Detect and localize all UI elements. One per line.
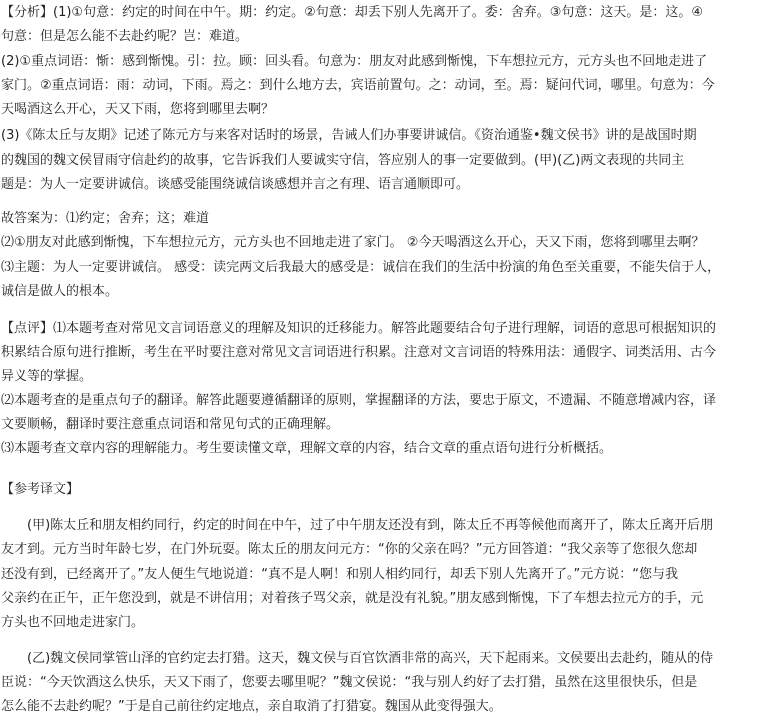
review-line-6: ⑶本题考查文章内容的理解能力。考生要读懂文章，理解文章的内容，结合文章的重点语句进行分析概括。 bbox=[1, 441, 613, 456]
analysis-line-1: 【分析】(1)①句意：约定的时间在中午。期：约定。②句意：却丢下别人先离开了。委：舍弃。③句意：这天。是：这。④ bbox=[1, 5, 704, 20]
translation-para1-line-1: (甲)陈太丘和朋友相约同行，约定的时间在中午，过了中午朋友还没有到，陈太丘不再等候他而离开了，陈太丘离开后朋 bbox=[27, 518, 714, 533]
translation-section bbox=[1, 482, 777, 718]
analysis-line-2: 句意：但是怎么能不去赴约呢？岂：难道。 bbox=[1, 29, 249, 44]
analysis-line-5: 天喝酒这么开心，天又下雨，您将到哪里去啊？ bbox=[1, 102, 275, 117]
review-line-1: 【点评】⑴本题考查对常见文言词语意义的理解及知识的迁移能力。解答此题要结合句子进行理解，词语的意思可根据知识的 bbox=[1, 321, 717, 336]
review-line-4: ⑵本题考查的是重点句子的翻译。解答此题要遵循翻译的原则，掌握翻译的方法，要忠于原文，不遗漏、不随意增减内容，译 bbox=[1, 393, 717, 408]
answer-section bbox=[1, 211, 777, 311]
analysis-line-8: 题是：为人一定要讲诚信。谈感受能围绕诚信谈感想并言之有理、语言通顺即可。 bbox=[1, 177, 470, 192]
translation-para2-line-2: 臣说：“今天饮酒这么快乐，天又下雨了，您要去哪里呢？”魏文侯说：“我与别人约好了去打猎，虽然在这里很快乐，但是 bbox=[1, 675, 698, 690]
answer-line-4: 诚信是做人的根本。 bbox=[1, 284, 119, 299]
analysis-line-7: 的魏国的魏文侯冒雨守信赴约的故事，它告诉我们人要诚实守信，答应别人的事一定要做到。(甲)(乙)两文表现的共同主 bbox=[1, 153, 685, 168]
analysis-section bbox=[1, 5, 777, 205]
translation-para1-line-5: 方头也不回地走进家门。 bbox=[1, 615, 145, 630]
review-line-5: 文要顺畅，翻译时要注意重点词语和常见句式的正确理解。 bbox=[1, 417, 340, 432]
translation-para1-line-4: 父亲约在正午，正午您没到，就是不讲信用；对着孩子骂父亲，就是没有礼貌。”朋友感到惭愧，下了车想去拉元方的手，元 bbox=[1, 591, 704, 606]
analysis-line-3: (2)①重点词语：惭：感到惭愧。引：拉。顾：回头看。句意为：朋友对此感到惭愧，下车想拉元方，元方头也不回地走进了 bbox=[1, 54, 708, 69]
translation-para1-line-2: 友才到。元方当时年龄七岁，在门外玩耍。陈太丘的朋友问元方：“你的父亲在吗？”元方回答道：“我父亲等了您很久您却 bbox=[1, 542, 698, 557]
answer-line-1: 故答案为：⑴约定；舍弃；这；难道 bbox=[1, 211, 210, 226]
translation-para1-line-3: 还没有到，已经离开了。”友人便生气地说道：“真不是人啊！和别人相约同行，却丢下别人先离开了。”元方说：“您与我 bbox=[1, 567, 678, 582]
analysis-line-4: 家门。②重点词语：雨：动词，下雨。焉之：到什么地方去，宾语前置句。之：动词，至。焉：疑问代词，哪里。句意为：今 bbox=[1, 78, 715, 93]
analysis-line-6: (3)《陈太丘与友期》记述了陈元方与来客对话时的场景，告诫人们办事要讲诚信。《资治通鉴•魏文侯书》讲的是战国时期 bbox=[1, 128, 697, 143]
translation-para2-line-3: 怎么能不去赴约呢？”于是自己前往约定地点，亲自取消了打猎宴。魏国从此变得强大。 bbox=[1, 699, 502, 714]
review-section bbox=[1, 321, 777, 471]
review-line-3: 异义等的掌握。 bbox=[1, 369, 93, 384]
answer-line-2: ⑵①朋友对此感到惭愧，下车想拉元方，元方头也不回地走进了家门。 ②今天喝酒这么开心，天又下雨，您将到哪里去啊？ bbox=[1, 235, 705, 250]
review-line-2: 积累结合原句进行推断，考生在平时要注意对常见文言词语进行积累。注意对文言词语的特殊用法：通假字、词类活用、古今 bbox=[1, 345, 717, 360]
answer-line-3: ⑶主题：为人一定要讲诚信。 感受：读完两文后我最大的感受是：诚信在我们的生活中扮演的角色至关重要，不能失信于人， bbox=[1, 260, 721, 275]
translation-heading: 【参考译文】 bbox=[1, 482, 80, 497]
translation-para2-line-1: (乙)魏文侯同掌管山泽的官约定去打猎。这天，魏文侯与百官饮酒非常的高兴，天下起雨来。文侯要出去赴约，随从的侍 bbox=[27, 651, 714, 666]
